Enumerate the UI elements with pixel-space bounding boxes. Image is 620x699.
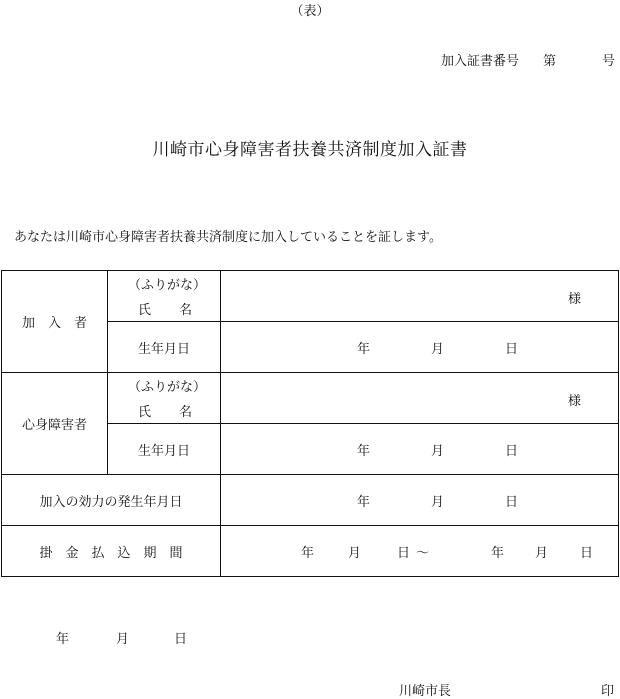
- side-label: （表）: [290, 4, 330, 19]
- subscriber-name-row: [2, 271, 619, 322]
- disabled-name-header: [108, 373, 221, 424]
- subscriber-name-header: [108, 271, 221, 322]
- subscriber-name-label: 氏 名: [138, 303, 193, 318]
- effective-date-value: 年 月 日: [221, 475, 619, 526]
- disabled-name-label: 氏 名: [138, 405, 193, 420]
- disabled-furigana-label: （ふりがな）: [128, 380, 207, 395]
- subscriber-birth-value: 年 月 日: [221, 322, 619, 373]
- subscriber-label: 加 入 者: [2, 271, 108, 373]
- subscriber-birth-label: 生年月日: [108, 322, 221, 373]
- certificate-number-go: 号: [602, 54, 616, 69]
- certificate-number-dai: 第: [543, 54, 557, 69]
- certificate-table: [1, 270, 619, 577]
- premium-period-value: 年 月 日 ～ 年 月 日: [221, 526, 619, 577]
- disabled-name-value: [221, 373, 619, 424]
- disabled-honorific: 様: [567, 394, 581, 409]
- certificate-number-label: 加入証書番号: [441, 54, 520, 69]
- effective-date-row: [2, 475, 619, 526]
- premium-period-row: [2, 526, 619, 577]
- subscriber-name-value: [221, 271, 619, 322]
- subscriber-honorific: 様: [567, 292, 581, 307]
- disabled-birth-label: 生年月日: [108, 424, 221, 475]
- mayor-title: 川崎市長: [399, 684, 452, 699]
- disabled-person-label: 心身障害者: [2, 373, 108, 475]
- disabled-birth-value: 年 月 日: [221, 424, 619, 475]
- subscriber-furigana-label: （ふりがな）: [128, 278, 207, 293]
- seal-mark: 印: [601, 684, 615, 699]
- certification-statement: あなたは川崎市心身障害者扶養共済制度に加入していることを証します。: [14, 230, 442, 245]
- document-title: 川崎市心身障害者扶養共済制度加入証書: [152, 140, 468, 160]
- premium-period-label: 掛 金 払 込 期 間: [2, 526, 221, 577]
- disabled-name-row: [2, 373, 619, 424]
- effective-date-label: 加入の効力の発生年月日: [2, 475, 221, 526]
